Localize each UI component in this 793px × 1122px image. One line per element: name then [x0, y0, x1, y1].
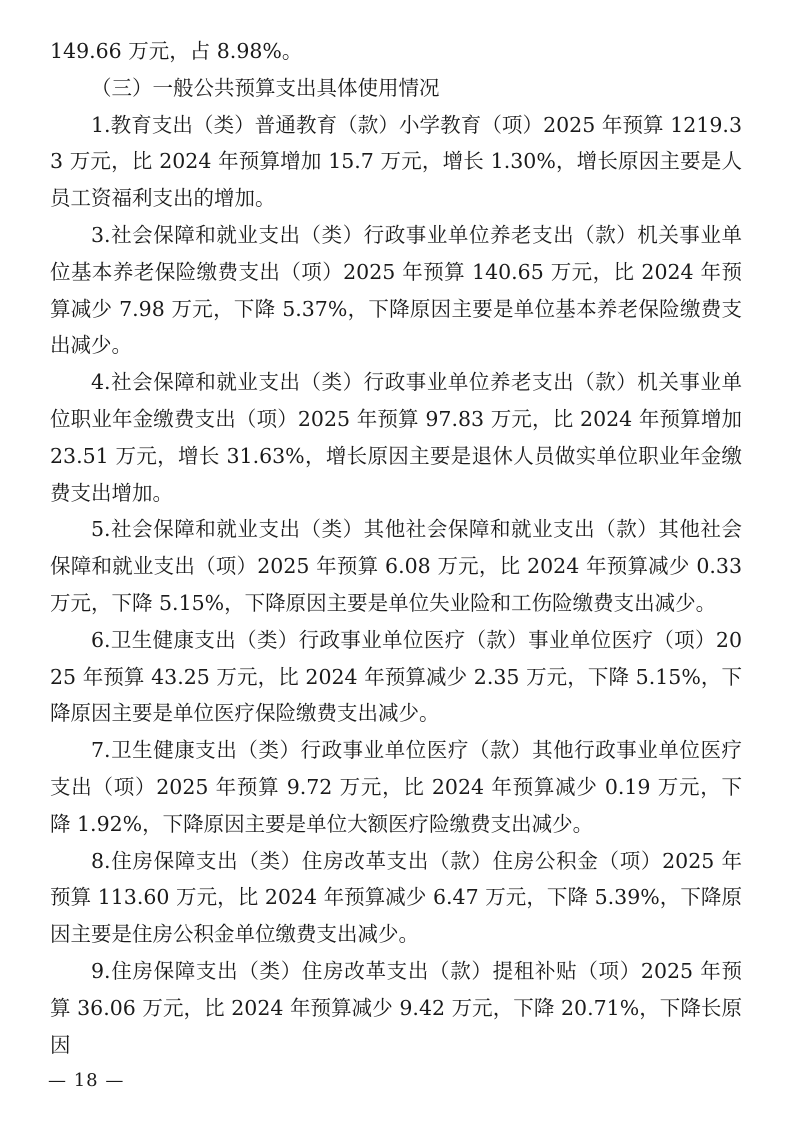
paragraph-rent-subsidy: 9.住房保障支出（类）住房改革支出（款）提租补贴（项）2025 年预算 36.06 万元，比 2024 年预算减少 9.42 万元，下降 20.71%，下降长原因	[50, 958, 742, 1057]
document-body	[50, 33, 742, 1063]
paragraph-other-medical: 7.卫生健康支出（类）行政事业单位医疗（款）其他行政事业单位医疗支出（项）2025 年预算 9.72 万元，比 2024 年预算减少 0.19 万元，下降 1.92%，下降原因主要是单位大额医疗险缴费支出减少。	[50, 738, 742, 836]
page-number: — 18 —	[48, 1070, 125, 1091]
paragraph-basic-pension: 3.社会保障和就业支出（类）行政事业单位养老支出（款）机关事业单位基本养老保险缴费支出（项）2025 年预算 140.65 万元，比 2024 年预算减少 7.98 万元，下降 5.37%，下降原因主要是单位基本养老保险缴费支出减少。	[50, 222, 742, 358]
section-heading: （三）一般公共预算支出具体使用情况	[91, 75, 440, 100]
paragraph-housing-fund: 8.住房保障支出（类）住房改革支出（款）住房公积金（项）2025 年预算 113.60 万元，比 2024 年预算减少 6.47 万元，下降 5.39%，下降原因主要是住房公积金单位缴费支出减少。	[50, 848, 742, 947]
paragraph-occupational-annuity: 4.社会保障和就业支出（类）行政事业单位养老支出（款）机关事业单位职业年金缴费支出（项）2025 年预算 97.83 万元，比 2024 年预算增加 23.51 万元，增长 31.63%，增长原因主要是退休人员做实单位职业年金缴费支出增加。	[50, 370, 742, 505]
paragraph-other-social-security: 5.社会保障和就业支出（类）其他社会保障和就业支出（款）其他社会保障和就业支出（项）2025 年预算 6.08 万元，比 2024 年预算减少 0.33 万元，下降 5.15%，下降原因主要是单位失业险和工伤险缴费支出减少。	[50, 517, 742, 615]
continuation-text: 149.66 万元，占 8.98%。	[50, 39, 303, 63]
paragraph-institution-medical: 6.卫生健康支出（类）行政事业单位医疗（款）事业单位医疗（项）2025 年预算 43.25 万元，比 2024 年预算减少 2.35 万元，下降 5.15%，下降原因主要是单位医疗保险缴费支出减少。	[50, 627, 742, 726]
paragraph-education: 1.教育支出（类）普通教育（款）小学教育（项）2025 年预算 1219.33 万元，比 2024 年预算增加 15.7 万元，增长 1.30%，增长原因主要是人员工资福利支出的增加。	[50, 112, 742, 211]
